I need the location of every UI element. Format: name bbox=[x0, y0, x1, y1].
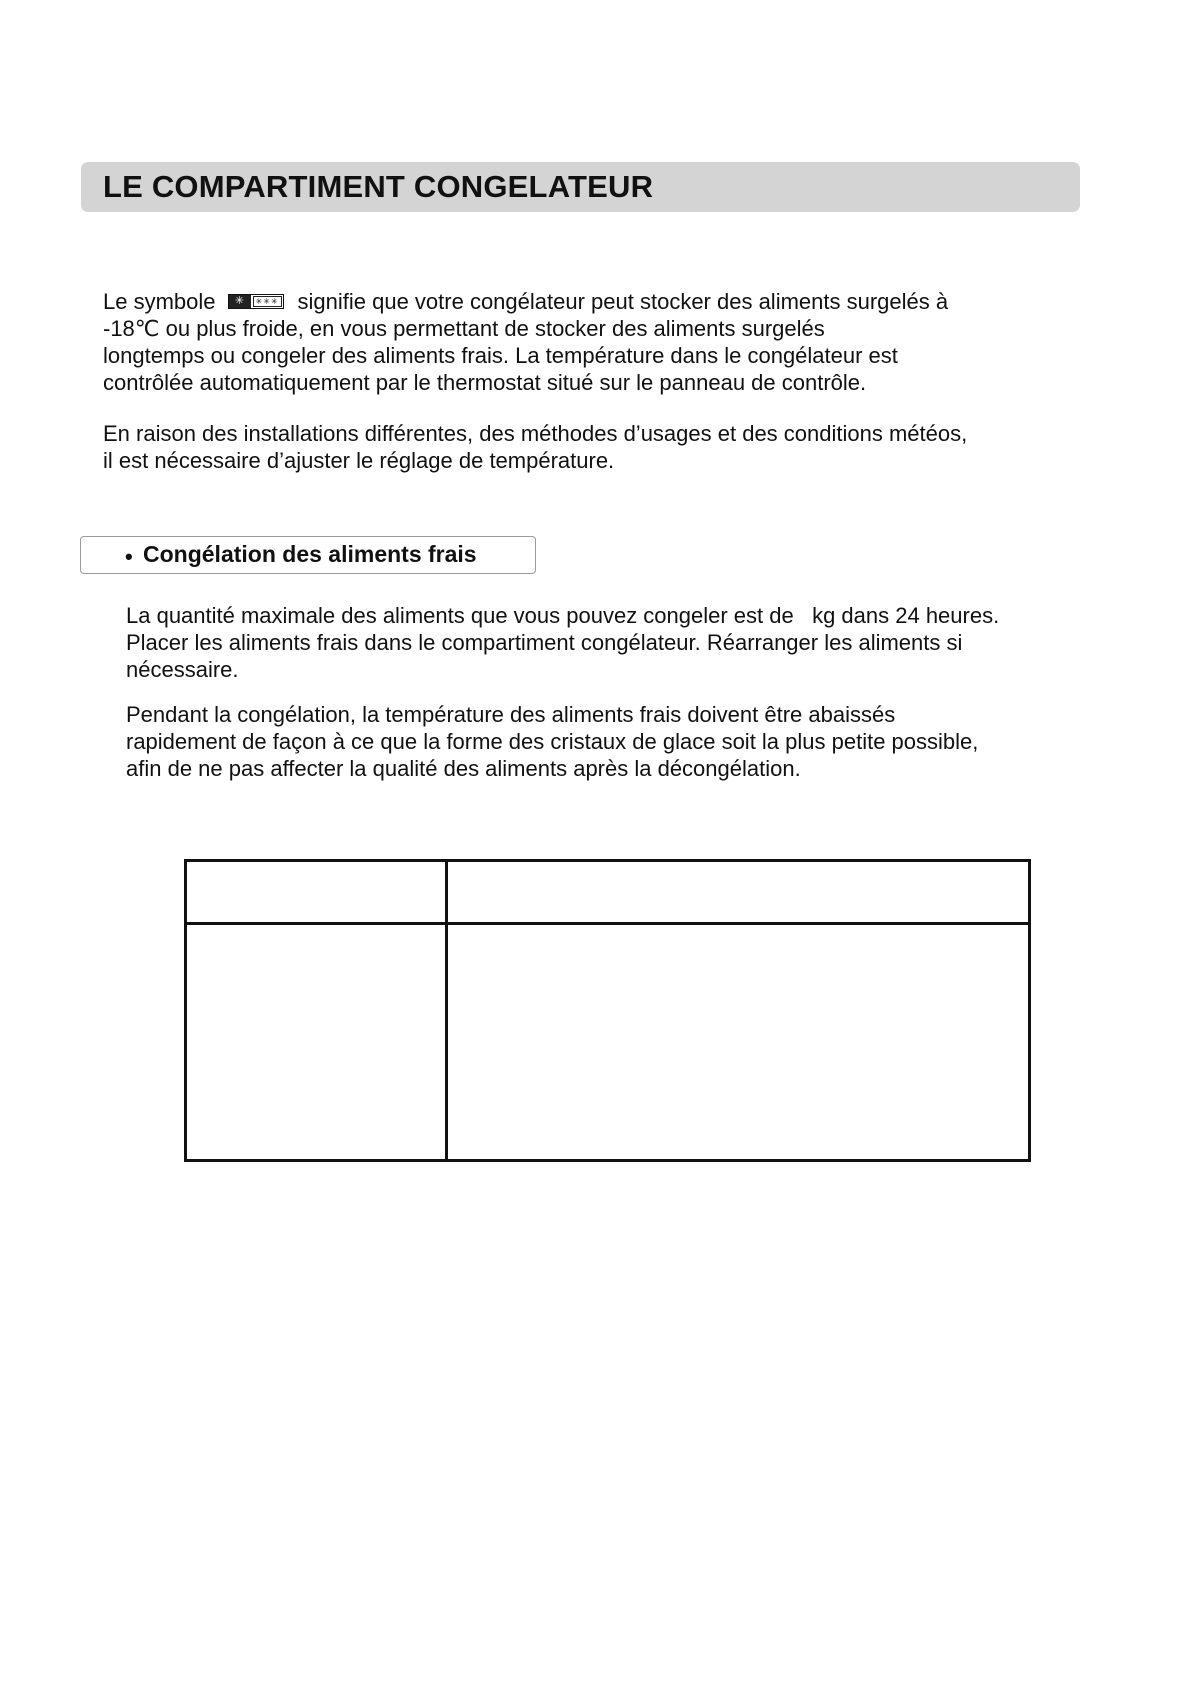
title-bar bbox=[81, 162, 1080, 212]
empty-table bbox=[184, 859, 1031, 1162]
table-header-row bbox=[186, 861, 1030, 924]
capacity-line-3: nécessaire. bbox=[126, 657, 239, 682]
page-title: LE COMPARTIMENT CONGELATEUR bbox=[103, 169, 654, 204]
table-cell-2 bbox=[447, 924, 1030, 1161]
table-cell-1 bbox=[186, 924, 447, 1161]
intro-text-before-symbol: Le symbole bbox=[103, 289, 216, 314]
intro-text-after-symbol: signifie que votre congélateur peut stocker des aliments surgelés à bbox=[297, 289, 949, 314]
section-heading: Congélation des aliments frais bbox=[143, 541, 477, 567]
intro-line-4: contrôlée automatiquement par le thermostat situé sur le panneau de contrôle. bbox=[103, 370, 867, 395]
freezer-star-symbol-icon bbox=[228, 294, 284, 309]
intro-paragraph bbox=[103, 288, 948, 396]
freezing-paragraph bbox=[126, 701, 978, 782]
intro-line-3: longtemps ou congeler des aliments frais. La température dans le congélateur est bbox=[103, 343, 898, 368]
capacity-line-2: Placer les aliments frais dans le compartiment congélateur. Réarranger les aliments si bbox=[126, 630, 963, 655]
section-heading-box bbox=[80, 536, 536, 574]
capacity-paragraph bbox=[126, 602, 999, 683]
table-header-cell-2 bbox=[447, 861, 1030, 924]
capacity-line-1: La quantité maximale des aliments que vous pouvez congeler est de kg dans 24 heures. bbox=[126, 603, 1000, 628]
freezing-line-2: rapidement de façon à ce que la forme des cristaux de glace soit la plus petite possible, bbox=[126, 729, 979, 754]
table-row bbox=[186, 924, 1030, 1161]
freezing-line-3: afin de ne pas affecter la qualité des aliments après la décongélation. bbox=[126, 756, 801, 781]
adjust-line-1: En raison des installations différentes, des méthodes d’usages et des conditions météos, bbox=[103, 421, 968, 446]
table-header-cell-1 bbox=[186, 861, 447, 924]
freezing-line-1: Pendant la congélation, la température des aliments frais doivent être abaissés bbox=[126, 702, 896, 727]
adjust-paragraph bbox=[103, 420, 967, 474]
adjust-line-2: il est nécessaire d’ajuster le réglage de température. bbox=[103, 448, 615, 473]
symbol-snowflake-text: ✳ bbox=[229, 295, 251, 308]
intro-line-2: -18℃ ou plus froide, en vous permettant de stocker des aliments surgelés bbox=[103, 316, 825, 341]
intro-line-1 bbox=[103, 288, 948, 315]
symbol-stars-text: ✳✳✳ bbox=[253, 296, 282, 307]
bullet-icon: • bbox=[125, 544, 133, 569]
